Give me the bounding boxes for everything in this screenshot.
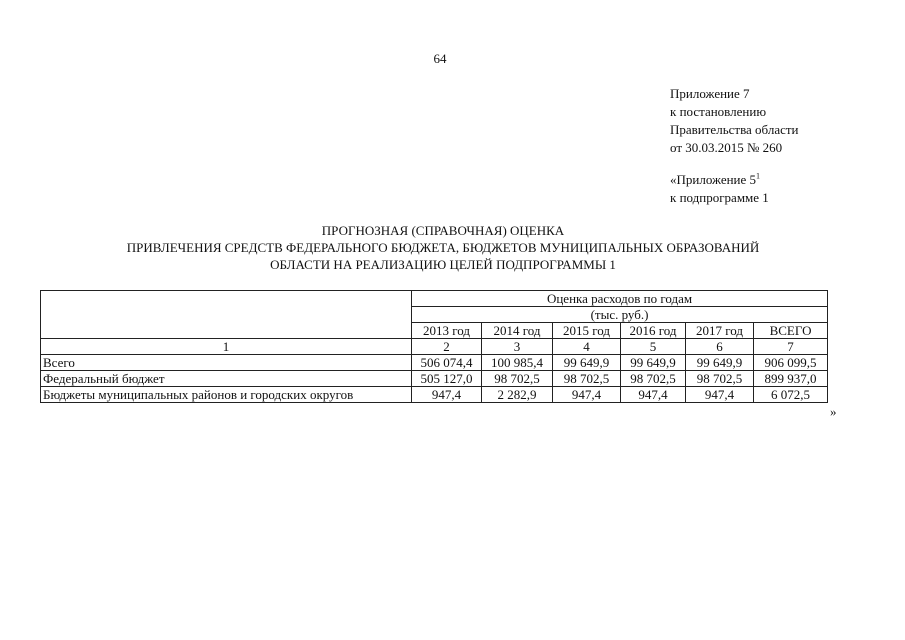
column-number: 3 (482, 339, 553, 355)
table-cell: 99 649,9 (553, 355, 621, 371)
table-cell: 947,4 (412, 387, 482, 403)
column-number: 2 (412, 339, 482, 355)
appendix-line: от 30.03.2015 № 260 (670, 140, 783, 155)
title-line: ОБЛАСТИ НА РЕАЛИЗАЦИЮ ЦЕЛЕЙ ПОДПРОГРАММЫ 1 (270, 257, 616, 272)
table-unit-cell: (тыс. руб.) (412, 307, 828, 323)
page-number: 64 (433, 51, 447, 66)
appendix-line: Правительства области (670, 122, 799, 137)
appendix-sub-superscript: 1 (756, 171, 761, 181)
appendix-sub-line-1 (670, 171, 769, 189)
row-label: Бюджеты муниципальных районов и городских округов (41, 387, 412, 403)
column-header: 2013 год (412, 323, 482, 339)
row-label: Федеральный бюджет (41, 371, 412, 387)
appendix-line: к постановлению (670, 104, 767, 119)
table-cell: 506 074,4 (412, 355, 482, 371)
table-row (41, 387, 828, 403)
table-row (41, 371, 828, 387)
column-header: 2017 год (686, 323, 754, 339)
column-header: 2015 год (553, 323, 621, 339)
title-line: ПРОГНОЗНАЯ (СПРАВОЧНАЯ) ОЦЕНКА (321, 223, 565, 238)
table-cell: 2 282,9 (482, 387, 553, 403)
table-cell: 98 702,5 (482, 371, 553, 387)
column-number: 1 (41, 339, 412, 355)
column-header: ВСЕГО (754, 323, 828, 339)
table-cell: 505 127,0 (412, 371, 482, 387)
column-number: 6 (686, 339, 754, 355)
column-number: 7 (754, 339, 828, 355)
table-number-row (41, 339, 828, 355)
table-group-header: Оценка расходов по годам (412, 291, 828, 307)
title-line: ПРИВЛЕЧЕНИЯ СРЕДСТВ ФЕДЕРАЛЬНОГО БЮДЖЕТА, БЮДЖЕТОВ МУНИЦИПАЛЬНЫХ ОБРАЗОВАНИЙ (126, 240, 760, 255)
column-number: 4 (553, 339, 621, 355)
table-cell: 906 099,5 (754, 355, 828, 371)
appendix-sub-block (670, 171, 769, 207)
appendix-line: Приложение 7 (670, 86, 750, 101)
document-title (0, 222, 886, 273)
table-row (41, 355, 828, 371)
budget-table (40, 290, 828, 403)
table-cell: 98 702,5 (621, 371, 686, 387)
table-cell: 98 702,5 (686, 371, 754, 387)
table-cell: 99 649,9 (621, 355, 686, 371)
table-header-row (41, 291, 828, 307)
column-header: 2014 год (482, 323, 553, 339)
table-cell: 947,4 (621, 387, 686, 403)
table-cell: 947,4 (553, 387, 621, 403)
table-cell: 100 985,4 (482, 355, 553, 371)
row-label: Всего (41, 355, 412, 371)
table-cell: 99 649,9 (686, 355, 754, 371)
table-cell: 899 937,0 (754, 371, 828, 387)
table-cell: 947,4 (686, 387, 754, 403)
appendix-sub-text: «Приложение 5 (670, 172, 757, 187)
column-number: 5 (621, 339, 686, 355)
table-header-blank-cell (41, 291, 412, 339)
appendix-block (670, 85, 799, 157)
closing-quote: » (830, 404, 837, 419)
table-cell: 6 072,5 (754, 387, 828, 403)
table-cell: 98 702,5 (553, 371, 621, 387)
appendix-sub-line-2: к подпрограмме 1 (670, 190, 769, 205)
column-header: 2016 год (621, 323, 686, 339)
